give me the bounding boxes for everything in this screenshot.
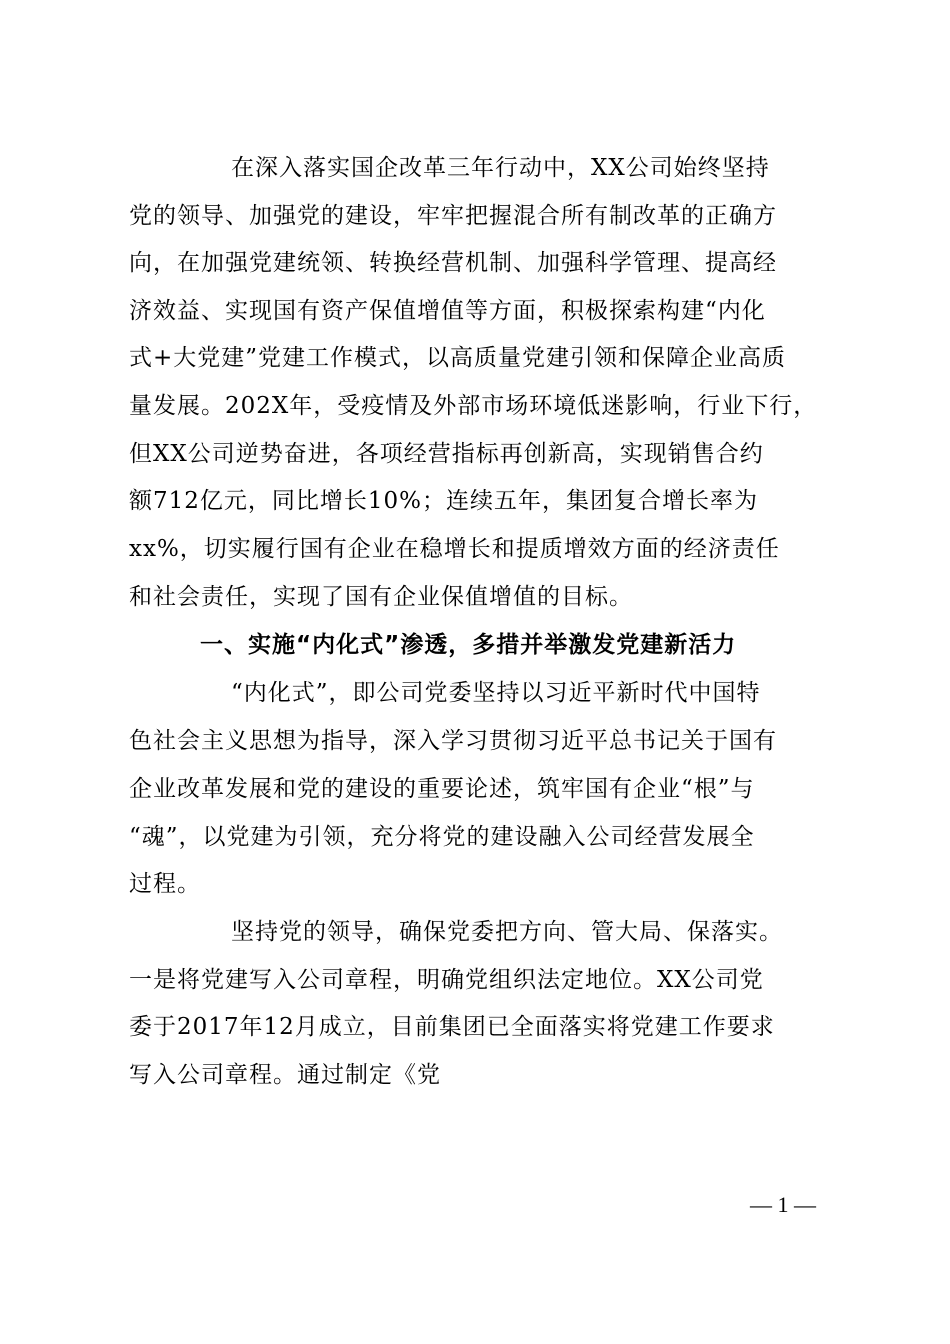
inner-line-2: 色社会主义思想为指导，深入学习贯彻习近平总书记关于国有 [129,728,777,754]
inner-line-3: 企业改革发展和党的建设的重要论述，筑牢国有企业“根”与 [129,776,755,802]
inner-line-5: 过程。 [129,871,201,897]
inner-line-1: “内化式”，即公司党委坚持以习近平新时代中国特 [231,680,761,706]
intro-line-8: 额712亿元，同比增长10%；连续五年，集团复合增长率为 [129,488,759,514]
leadership-line-4: 写入公司章程。通过制定《党 [129,1062,441,1088]
intro-line-1: 在深入落实国企改革三年行动中，XX公司始终坚持 [231,155,770,181]
intro-line-5: 式+大党建”党建工作模式，以高质量党建引领和保障企业高质 [129,345,787,371]
intro-line-9: xx%，切实履行国有企业在稳增长和提质增效方面的经济责任 [129,536,780,562]
section-heading: 一、实施“内化式”渗透，多措并举激发党建新活力 [200,632,737,658]
intro-line-6: 量发展。202X年，受疫情及外部市场环境低迷影响，行业下行， [129,393,818,419]
leadership-line-1: 坚持党的领导，确保党委把方向、管大局、保落实。 [231,919,783,945]
page-number: — 1 — [750,1192,816,1217]
intro-line-10: 和社会责任，实现了国有企业保值增值的目标。 [129,584,633,610]
inner-line-4: “魂”，以党建为引领，充分将党的建设融入公司经营发展全 [129,824,755,850]
intro-line-7: 但XX公司逆势奋进，各项经营指标再创新高，实现销售合约 [129,441,764,467]
intro-line-4: 济效益、实现国有资产保值增值等方面，积极探索构建“内化 [129,298,766,324]
leadership-line-2: 一是将党建写入公司章程，明确党组织法定地位。XX公司党 [129,967,764,993]
intro-line-2: 党的领导、加强党的建设，牢牢把握混合所有制改革的正确方 [129,203,777,229]
leadership-line-3: 委于2017年12月成立，目前集团已全面落实将党建工作要求 [129,1014,775,1040]
intro-line-3: 向，在加强党建统领、转换经营机制、加强科学管理、提高经 [129,250,777,276]
